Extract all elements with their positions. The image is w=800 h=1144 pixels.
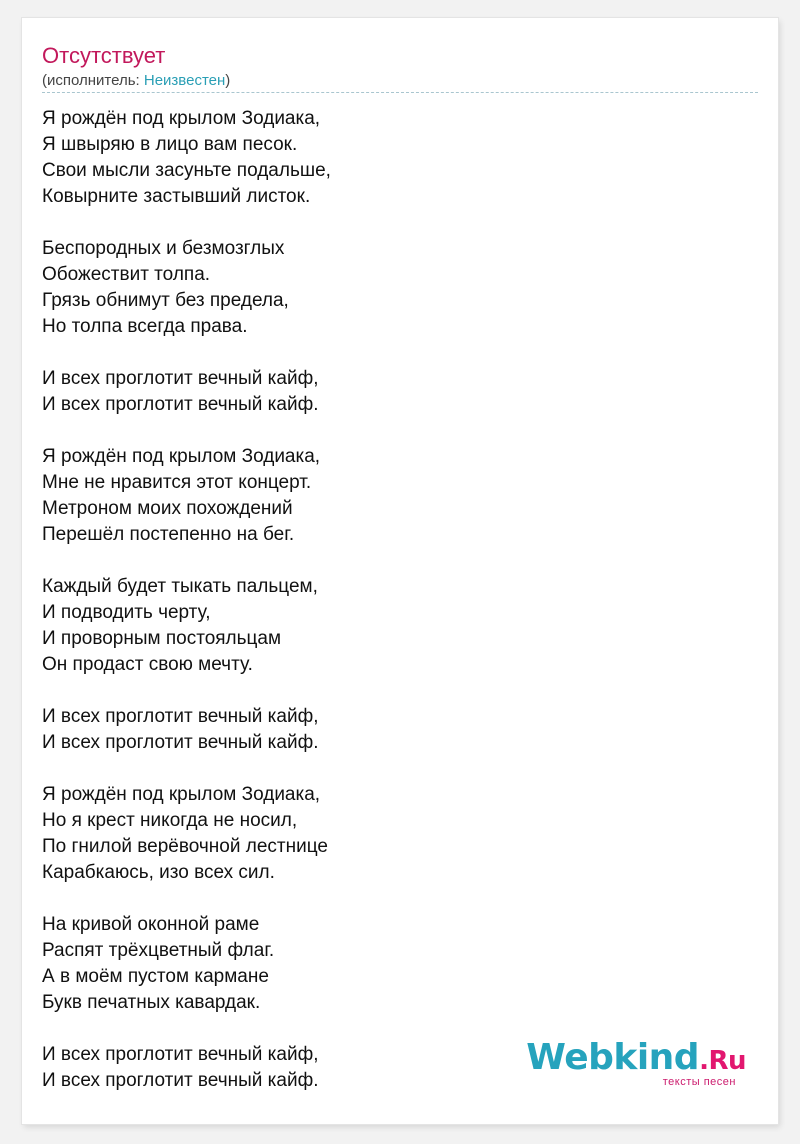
lyrics-line: Свои мысли засуньте подальше,: [42, 160, 331, 181]
lyrics-sheet: [22, 18, 778, 1124]
lyrics-line: Мне не нравится этот концерт.: [42, 472, 312, 493]
lyrics-line: И всех проглотит вечный кайф,: [42, 706, 319, 727]
logo-main-text: Webkind: [526, 1037, 700, 1078]
lyrics-line: Но я крест никогда не носил,: [42, 810, 298, 831]
lyrics-stanza: [42, 366, 758, 418]
lyrics-line: И подводить черту,: [42, 602, 211, 623]
lyrics-stanza: [42, 444, 758, 548]
logo-tld-text: .Ru: [699, 1046, 746, 1076]
lyrics-line: По гнилой верёвочной лестнице: [42, 836, 328, 857]
lyrics-line: Букв печатных кавардак.: [42, 992, 261, 1013]
lyrics-line: И всех проглотит вечный кайф.: [42, 394, 319, 415]
lyrics-line: И проворным постояльцам: [42, 628, 282, 649]
lyrics-line: И всех проглотит вечный кайф,: [42, 368, 319, 389]
lyrics-stanza: [42, 236, 758, 340]
artist-line: [42, 71, 758, 93]
lyrics-line: Грязь обнимут без предела,: [42, 290, 289, 311]
lyrics-stanza: [42, 574, 758, 678]
lyrics-line: Беспородных и безмозглых: [42, 238, 285, 259]
lyrics-line: Обожествит толпа.: [42, 264, 211, 285]
lyrics-line: Я швыряю в лицо вам песок.: [42, 134, 298, 155]
logo-tagline: тексты песен: [662, 1076, 736, 1088]
lyrics-stanza: [42, 106, 758, 210]
lyrics-line: Ковырните застывший листок.: [42, 186, 311, 207]
song-header: [42, 42, 758, 93]
lyrics-line: Я рождён под крылом Зодиака,: [42, 446, 321, 467]
lyrics-line: И всех проглотит вечный кайф.: [42, 1070, 319, 1091]
lyrics-stanza: [42, 704, 758, 756]
lyrics-line: Я рождён под крылом Зодиака,: [42, 784, 321, 805]
lyrics-line: И всех проглотит вечный кайф,: [42, 1044, 319, 1065]
lyrics-line: Метроном моих похождений: [42, 498, 293, 519]
lyrics-line: Но толпа всегда права.: [42, 316, 248, 337]
lyrics-stanza: [42, 912, 758, 1016]
lyrics-line: Перешёл постепенно на бег.: [42, 524, 295, 545]
artist-link[interactable]: Неизвестен: [143, 72, 226, 89]
webkind-logo[interactable]: [526, 1037, 746, 1098]
lyrics-line: Я рождён под крылом Зодиака,: [42, 108, 321, 129]
lyrics-line: Каждый будет тыкать пальцем,: [42, 576, 318, 597]
logo-wordmark: [526, 1038, 746, 1081]
artist-suffix: ): [225, 72, 231, 89]
song-title: Отсутствует: [42, 43, 166, 68]
lyrics-line: Он продаст свою мечту.: [42, 654, 253, 675]
lyrics-line: На кривой оконной раме: [42, 914, 260, 935]
artist-prefix: (исполнитель:: [42, 72, 144, 89]
lyrics-stanza: [42, 782, 758, 886]
lyrics-body: [42, 106, 758, 1120]
lyrics-line: Распят трёхцветный флаг.: [42, 940, 275, 961]
lyrics-line: И всех проглотит вечный кайф.: [42, 732, 319, 753]
lyrics-line: Карабкаюсь, изо всех сил.: [42, 862, 275, 883]
lyrics-line: А в моём пустом кармане: [42, 966, 269, 987]
